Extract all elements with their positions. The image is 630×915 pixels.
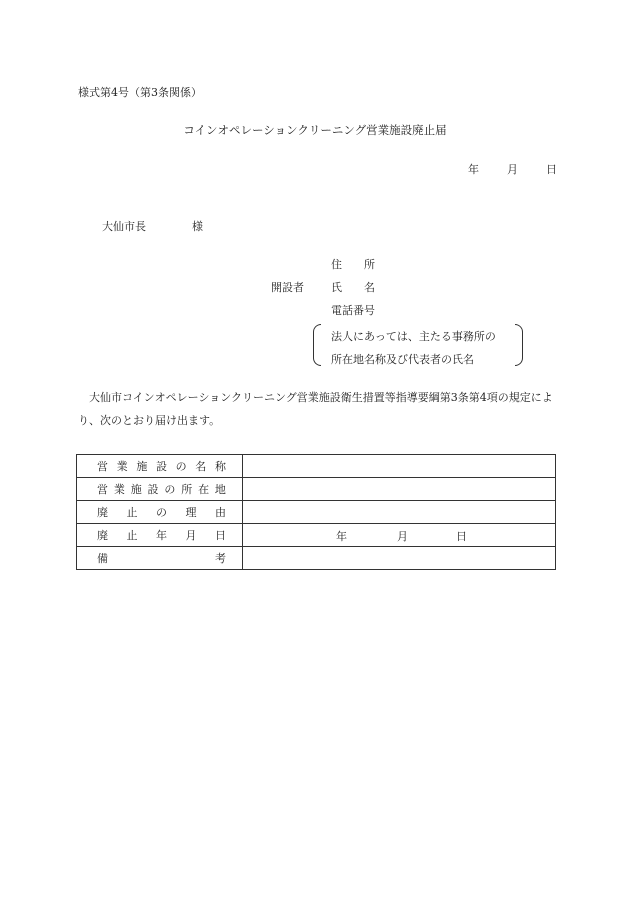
- declaration-text: 大仙市コインオペレーションクリーニング営業施設衛生措置等指導要綱第3条第4項の規定により、次のとおり届け出ます。: [78, 391, 553, 427]
- submission-date: [468, 161, 557, 177]
- addressee-name: 大仙市長: [102, 220, 146, 233]
- facility-address-label: 営 業 施 設 の 所 在 地: [77, 478, 243, 501]
- table-row: [77, 478, 556, 501]
- name-label: 氏 名: [331, 281, 375, 294]
- document-title: コインオペレーションクリーニング営業施設廃止届: [183, 123, 447, 137]
- table-row: [77, 455, 556, 478]
- facility-name-field[interactable]: [243, 455, 556, 478]
- note-line-1: 法人にあっては、主たる事務所の: [331, 330, 496, 343]
- remarks-label: 備 考: [77, 547, 243, 570]
- note-line-2: 所在地名称及び代表者の氏名: [331, 353, 474, 366]
- table-row: [77, 547, 556, 570]
- address-label: 住 所: [331, 258, 375, 271]
- facility-form-table: [76, 454, 556, 570]
- applicant-role-label: 開設者: [271, 281, 304, 294]
- facility-address-field[interactable]: [243, 478, 556, 501]
- closure-date-field[interactable]: [243, 524, 556, 547]
- corporation-note: [313, 322, 523, 368]
- closure-day-label: 日: [456, 530, 467, 543]
- date-day-label: 日: [546, 163, 557, 176]
- facility-name-label: 営 業 施 設 の 名 称: [77, 455, 243, 478]
- closure-date-label: 廃 止 年 月 日: [77, 524, 243, 547]
- closure-reason-field[interactable]: [243, 501, 556, 524]
- form-number-label: 様式第4号（第3条関係）: [78, 86, 202, 99]
- right-bracket: [515, 324, 523, 366]
- left-bracket: [313, 324, 321, 366]
- table-row: [77, 501, 556, 524]
- table-row: [77, 524, 556, 547]
- addressee-honorific: 様: [192, 220, 203, 233]
- phone-label: 電話番号: [331, 304, 375, 317]
- closure-reason-label: 廃 止 の 理 由: [77, 501, 243, 524]
- addressee: [102, 218, 203, 234]
- date-year-label: 年: [468, 163, 479, 176]
- closure-year-label: 年: [336, 530, 347, 543]
- date-month-label: 月: [507, 163, 518, 176]
- remarks-field[interactable]: [243, 547, 556, 570]
- closure-month-label: 月: [397, 530, 408, 543]
